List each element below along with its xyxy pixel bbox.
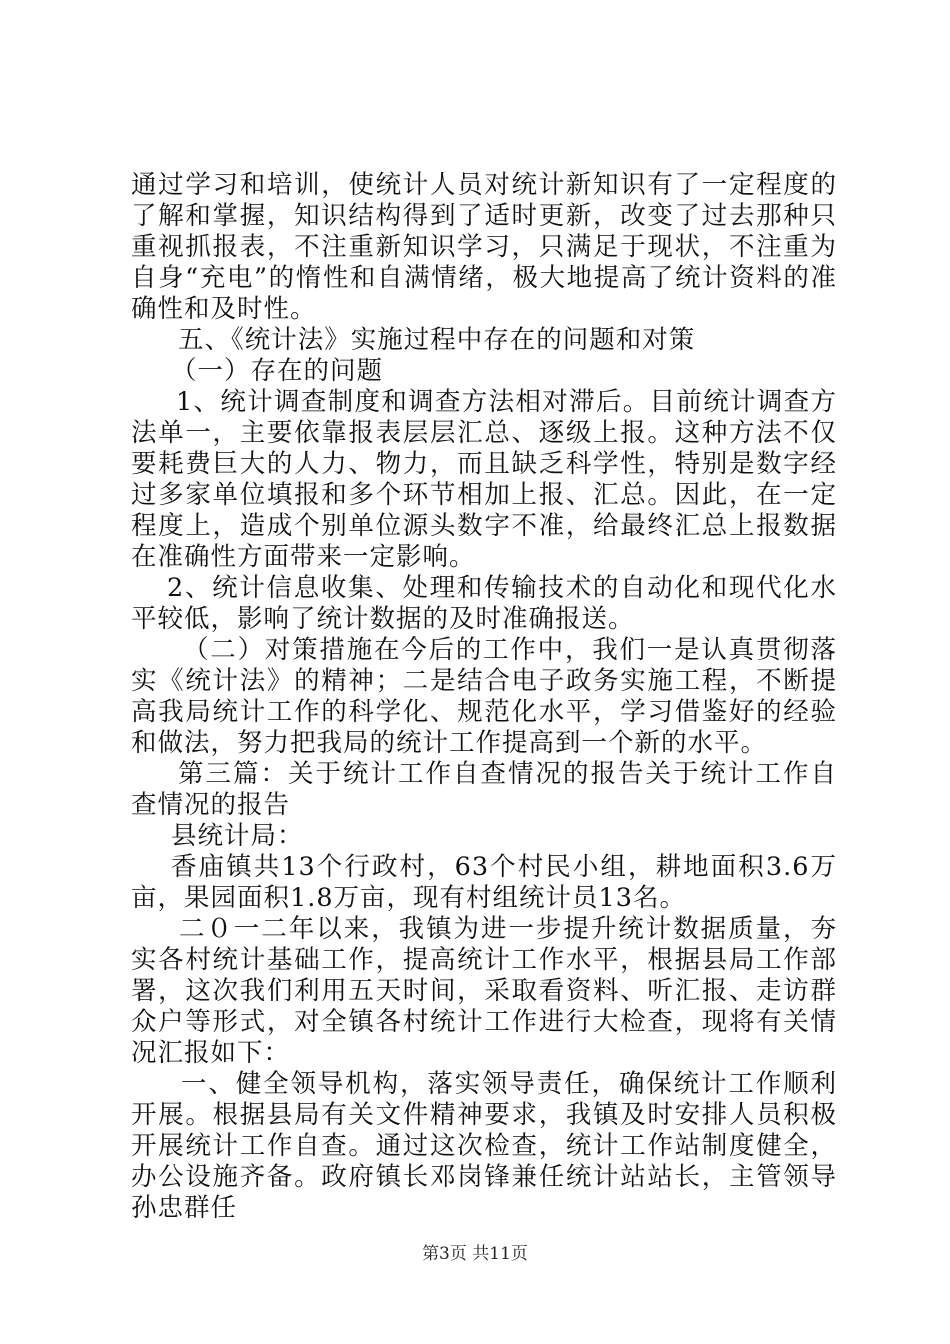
paragraph-6: （二）对策措施在今后的工作中，我们一是认真贯彻落实《统计法》的精神；二是结合电子政务实施工程，不断提高我局统计工作的科学化、规范化水平，学习借鉴好的经验和做法，努力把我局的统计工作提高到一个新的水平。 — [131, 635, 837, 758]
paragraph-1: 通过学习和培训，使统计人员对统计新知识有了一定程度的了解和掌握，知识结构得到了适时更新，改变了过去那种只重视抓报表，不注重新知识学习，只满足于现状，不注重为自身“充电”的惰性和自满情绪，极大地提高了统计资料的准确性和及时性。 — [131, 170, 837, 324]
paragraph-10: 二０一二年以来，我镇为进一步提升统计数据质量，夯实各村统计基础工作，提高统计工作水平，根据县局工作部署，这次我们利用五天时间，采取看资料、听汇报、走访群众户等形式，对全镇各村统计工作进行大检查，现将有关情况汇报如下： — [131, 914, 837, 1068]
paragraph-9: 香庙镇共13个行政村，63个村民小组，耕地面积3.6万亩，果园面积1.8万亩，现有村组统计员13名。 — [131, 852, 837, 913]
paragraph-11: 一、健全领导机构，落实领导责任，确保统计工作顺利开展。根据县局有关文件精神要求，我镇及时安排人员积极开展统计工作自查。通过这次检查，统计工作站制度健全，办公设施齐备。政府镇长邓岗锋兼任统计站站长，主管领导孙忠群任 — [131, 1069, 837, 1223]
paragraph-4: 1、统计调查制度和调查方法相对滞后。目前统计调查方法单一，主要依靠报表层层汇总、逐级上报。这种方法不仅要耗费巨大的人力、物力，而且缺乏科学性，特别是数字经过多家单位填报和多个环节相加上报、汇总。因此，在一定程度上，造成个别单位源头数字不准，给最终汇总上报数据在准确性方面带来一定影响。 — [131, 387, 837, 572]
paragraph-2: 五、《统计法》实施过程中存在的问题和对策 — [178, 325, 696, 355]
document-body — [131, 170, 837, 1224]
paragraph-7: 第三篇：关于统计工作自查情况的报告关于统计工作自查情况的报告 — [131, 759, 837, 820]
paragraph-8: 县统计局： — [171, 821, 304, 851]
page-footer: 第3页 共11页 — [422, 1244, 528, 1264]
paragraph-3: （一）存在的问题 — [171, 356, 384, 386]
paragraph-5: 2、统计信息收集、处理和传输技术的自动化和现代化水平较低，影响了统计数据的及时准确报送。 — [131, 573, 837, 634]
